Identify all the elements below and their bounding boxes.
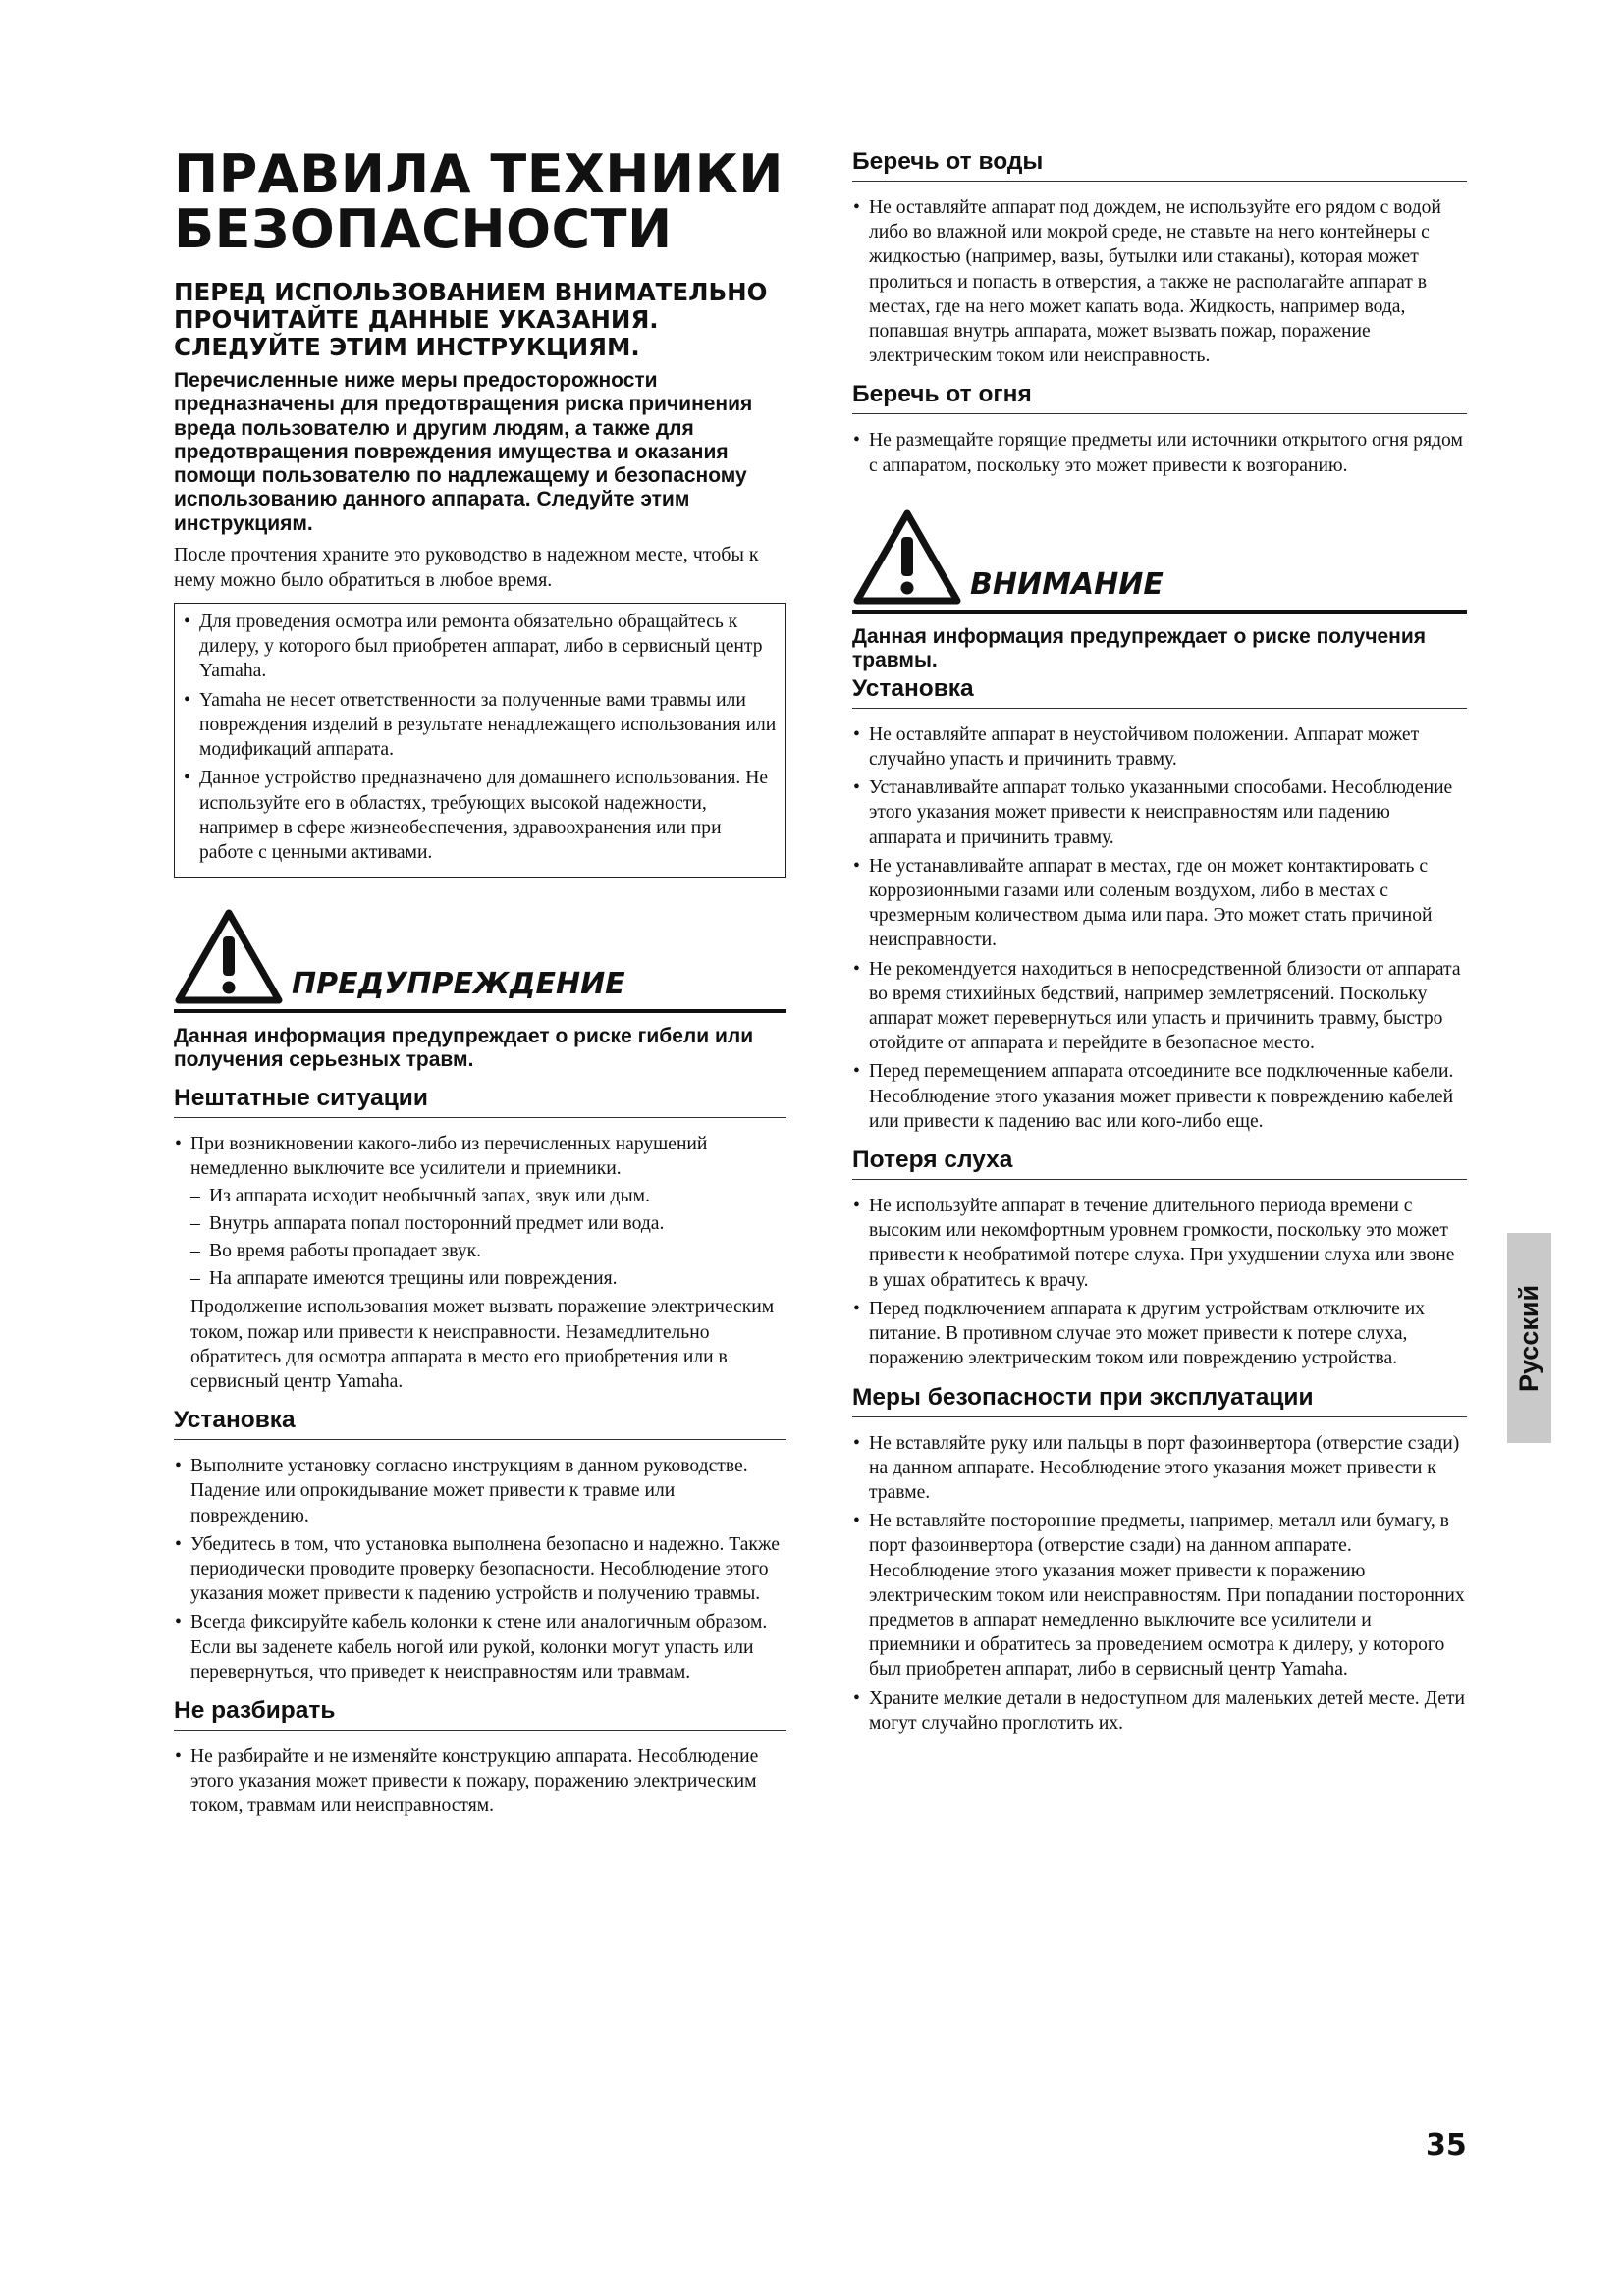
sub-list-item: – Во время работы пропадает звук. xyxy=(190,1239,786,1263)
caution-title: ВНИМАНИЕ xyxy=(970,566,1164,602)
list-item: • Всегда фиксируйте кабель колонки к стене или аналогичным образом. Если вы заденете кабель ногой или рукой, колонки могут упасть или перевернуться, что приведет к неисправностям или травмам. xyxy=(174,1610,786,1684)
warning-description: Данная информация предупреждает о риске гибели или получения серьезных травм. xyxy=(174,1025,754,1072)
list-item: • Не разбирайте и не изменяйте конструкцию аппарата. Несоблюдение этого указания может привести к пожару, поражению электрическим током, травмам или неисправностям. xyxy=(174,1744,786,1819)
caution-description: Данная информация предупреждает о риске получения травмы. xyxy=(852,624,1427,671)
list-item: • Не используйте аппарат в течение длительного периода времени с высоким или некомфортным уровнем громкости, поскольку это может привести к необратимой потере слуха. При ухудшении слуха или звоне в ушах обратитесь к врачу. xyxy=(852,1194,1467,1293)
page-title xyxy=(174,143,786,260)
list-item: • Данное устройство предназначено для домашнего использования. Не используйте его в областях, требующих высокой надежности, например в сфере жизнеобеспечения, здравоохранения или при работе с ценными активами. xyxy=(183,766,778,865)
list-item: • Храните мелкие детали в недоступном для маленьких детей месте. Дети могут случайно проглотить их. xyxy=(852,1686,1467,1735)
intro-bold: Перечисленные ниже меры предосторожности предназначены для предотвращения риска причинения вреда пользователю и другим людям, а также для предотвращения повреждения имущества и оказания помощи пользователю по надлежащему и безопасному использованию данного аппарата. Следуйте этим инструкциям. xyxy=(174,369,753,535)
section-heading: Беречь от воды xyxy=(852,147,1467,182)
list-item-text: При возникновении какого-либо из перечисленных нарушений немедленно выключите все усилители и приемники. xyxy=(190,1134,708,1180)
list-item: • Не рекомендуется находиться в непосредственной близости от аппарата во время стихийных бедствий, например землетрясений. Поскольку аппарат может перевернуться или упасть и причинить травму, быстро отойдите от аппарата и перейдите в безопасное место. xyxy=(852,957,1467,1056)
list-item: • Не оставляйте аппарат в неустойчивом положении. Аппарат может случайно упасть и причинить травму. xyxy=(852,722,1467,772)
list-item: • Не вставляйте руку или пальцы в порт фазоинвертора (отверстие сзади) на данном аппарате. Несоблюдение этого указания может привести к травме. xyxy=(852,1431,1467,1506)
sub-list-item: – На аппарате имеются трещины или повреждения. xyxy=(190,1266,786,1291)
section-heading: Потеря слуха xyxy=(852,1146,1467,1180)
list-item: • Убедитесь в том, что установка выполнена безопасно и надежно. Также периодически проводите проверку безопасности. Несоблюдение этого указания может привести к падению устройств и получению травмы. xyxy=(174,1532,786,1607)
page-number: 35 xyxy=(1426,2128,1467,2163)
warning-triangle-icon xyxy=(174,907,284,1005)
intro-text: После прочтения храните это руководство в надежном месте, чтобы к нему можно было обратиться в любое время. xyxy=(174,544,759,592)
section-heading: Меры безопасности при эксплуатации xyxy=(852,1383,1467,1417)
warning-title: ПРЕДУПРЕЖДЕНИЕ xyxy=(292,967,625,1002)
warning-banner xyxy=(174,907,786,1013)
list-item: • Выполните установку согласно инструкциям в данном руководстве. Падение или опрокидывание может привести к травме или повреждению. xyxy=(174,1454,786,1528)
subtitle xyxy=(174,279,786,361)
caution-banner xyxy=(852,507,1467,614)
list-item: • Не оставляйте аппарат под дождем, не используйте его рядом с водой либо во влажной или мокрой среде, не ставьте на него контейнеры с жидкостью (например, вазы, бутылки или стаканы), которая может пролиться и попасть в отверстия, а также не располагайте аппарат в местах, где на него может капать вода. Жидкость, например вода, попавшая внутрь аппарата, может вызвать пожар, поражение электрическим током или неисправность. xyxy=(852,195,1467,368)
section-heading: Нештатные ситуации xyxy=(174,1084,786,1118)
list-item: • Не размещайте горящие предметы или источники открытого огня рядом с аппаратом, поскольку это может привести к возгоранию. xyxy=(852,428,1467,477)
list-item: • Перед подключением аппарата к другим устройствам отключите их питание. В противном случае это может привести к потере слуха, поражению электрическим током или повреждению устройства. xyxy=(852,1297,1467,1371)
sub-list-item: – Из аппарата исходит необычный запах, звук или дым. xyxy=(190,1184,786,1208)
section-heading: Установка xyxy=(174,1406,786,1440)
list-item: • Не устанавливайте аппарат в местах, где он может контактировать с коррозионными газами или соленым воздухом, либо в местах с чрезмерным количеством дыма или пара. Это может стать причиной неисправности. xyxy=(852,854,1467,953)
list-item xyxy=(174,1132,786,1394)
warning-triangle-icon xyxy=(852,507,962,606)
list-item: • Перед перемещением аппарата отсоедините все подключенные кабели. Несоблюдение этого указания может привести к повреждению кабелей или привести к падению вас или кого-либо еще. xyxy=(852,1059,1467,1134)
section-heading: Не разбирать xyxy=(174,1696,786,1731)
language-tab xyxy=(1507,1233,1551,1443)
list-item: • Устанавливайте аппарат только указанными способами. Несоблюдение этого указания может привести к неисправностям или падению аппарата и причинить травму. xyxy=(852,775,1467,850)
subtitle-line: ПЕРЕД ИСПОЛЬЗОВАНИЕМ ВНИМАТЕЛЬНО xyxy=(174,278,768,306)
subtitle-line: СЛЕДУЙТЕ ЭТИМ ИНСТРУКЦИЯМ. xyxy=(174,333,640,361)
right-column xyxy=(852,147,1467,1739)
notice-box xyxy=(174,603,786,878)
language-label: Русский xyxy=(1514,1284,1544,1392)
section-heading: Беречь от огня xyxy=(852,380,1467,414)
list-item: • Yamaha не несет ответственности за полученные вами травмы или повреждения изделий в результате ненадлежащего использования или модификаций аппарата. xyxy=(183,688,778,763)
followup-text: Продолжение использования может вызвать поражение электрическим током, пожар или привести к неисправности. Незамедлительно обратитесь для осмотра аппарата в место его приобретения или в сервисный центр Yamaha. xyxy=(190,1297,775,1392)
sub-list-item: – Внутрь аппарата попал посторонний предмет или вода. xyxy=(190,1211,786,1236)
title-line: БЕЗОПАСНОСТИ xyxy=(174,198,673,260)
left-column xyxy=(174,143,786,1823)
list-item: • Для проведения осмотра или ремонта обязательно обращайтесь к дилеру, у которого был приобретен аппарат, либо в сервисный центр Yamaha. xyxy=(183,610,778,684)
title-line: ПРАВИЛА ТЕХНИКИ xyxy=(174,143,784,205)
list-item: • Не вставляйте посторонние предметы, например, металл или бумагу, в порт фазоинвертора (отверстие сзади) на данном аппарате. Несоблюдение этого указания может привести к поражению электрическим током или неисправностям. При попадании посторонних предметов в аппарат немедленно выключите все усилители и приемники и обратитесь за проведением осмотра к дилеру, у которого был приобретен аппарат, либо в сервисный центр Yamaha. xyxy=(852,1509,1467,1682)
subtitle-line: ПРОЧИТАЙТЕ ДАННЫЕ УКАЗАНИЯ. xyxy=(174,305,659,334)
section-heading: Установка xyxy=(852,674,1467,709)
